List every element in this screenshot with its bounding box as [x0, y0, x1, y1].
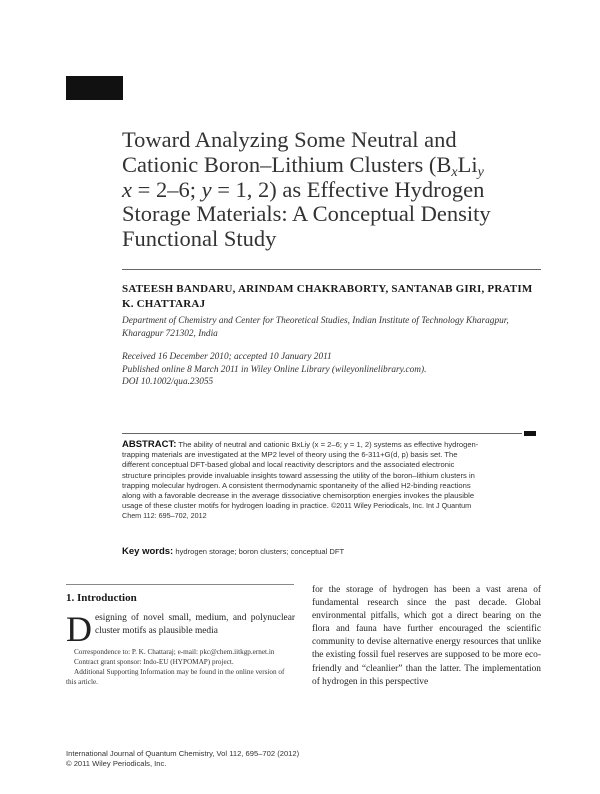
title-line-1: Toward Analyzing Some Neutral and [122, 127, 457, 152]
section-heading-introduction: 1. Introduction [66, 592, 137, 604]
section-tab-marker [66, 76, 123, 100]
grant-note: Contract grant sponsor: Indo-EU (HYPOMAP) project. [74, 658, 234, 666]
publication-dates [122, 351, 542, 389]
title-line-4: Storage Materials: A Conceptual Density [122, 201, 491, 227]
author-list: SATEESH BANDARU, ARINDAM CHAKRABORTY, SANTANAB GIRI, PRATIM K. CHATTARAJ [122, 283, 533, 310]
affiliation: Department of Chemistry and Center for Theoretical Studies, Indian Institute of Technology Kharagpur, Kharagpur 721302, India [122, 316, 509, 339]
abstract-divider [122, 433, 522, 434]
title-line-3a: = 2–6; [132, 176, 202, 202]
received-date: Received 16 December 2010; accepted 10 January 2011 [122, 352, 332, 362]
abstract-label: ABSTRACT: [122, 439, 177, 450]
article-title [122, 128, 542, 252]
keywords-label: Key words: [122, 546, 174, 557]
keywords-text: hydrogen storage; boron clusters; conceptual DFT [175, 547, 345, 556]
title-var-y: y [201, 176, 212, 202]
supporting-info-note: Additional Supporting Information may be found in the online version of this article. [66, 668, 285, 686]
title-line-2a: Cationic Boron–Lithium Clusters (B [122, 151, 452, 177]
page-footer [66, 749, 366, 769]
title-sub-y: y [477, 164, 484, 180]
abstract-copyright: ©2011 Wiley Periodicals, Inc. Int J Quantum Chem 112: 695–702, 2012 [122, 501, 472, 521]
title-line-5: Functional Study [122, 226, 277, 252]
intro-paragraph [66, 609, 295, 649]
abstract-divider-mark [524, 431, 536, 436]
abstract-text: The ability of neutral and cationic BxLiy (x = 2–6; y = 1, 2) systems as effective hydrogen-trapping materials are investigated at the MP2 level of theory using the 6-311+G(d, p) basis set. The different conceptual DFT-based global and local reactivity descriptors and the associated electronic structure principles provide invaluable insights toward assessing the utility of the boron–lithium clusters in trapping molecular hydrogen. A consistent thermodynamic spontaneity of the allied H2-binding reactions along with a favorable decrease in the average dissociative chemisorption energies invokes the plausible usage of these cluster motifs for hydrogen loading in practice. [122, 440, 479, 511]
title-line-2b: Li [457, 151, 478, 177]
footer-copyright: © 2011 Wiley Periodicals, Inc. [66, 759, 167, 768]
title-sub-x: x [451, 164, 458, 180]
footnotes [66, 647, 295, 687]
title-var-x: x [122, 176, 132, 202]
title-line-3b: = 1, 2) as Effective Hydrogen [211, 176, 485, 202]
published-online: Published online 8 March 2011 in Wiley Online Library (wileyonlinelibrary.com). [122, 364, 427, 375]
correspondence-note: Correspondence to: P. K. Chattaraj; e-mail: pkc@chem.iitkgp.ernet.in [74, 648, 275, 656]
journal-citation: International Journal of Quantum Chemistry, Vol 112, 695–702 (2012) [66, 749, 300, 758]
intro-divider [66, 584, 294, 585]
right-column-text: for the storage of hydrogen has been a vast arena of fundamental research since the past decade. Global environmental pitfalls, which got a direct bearing on the flora and fauna have further encouraged the scientific community to devise alternative energy resources that unlike the existing fossil fuel reserves are supposed to be more eco-friendly and “cleanlier” than the latter. The implementation of hydrogen in this perspective [312, 585, 541, 687]
intro-text: esigning of novel small, medium, and polynuclear cluster motifs as plausible media [95, 613, 295, 637]
keywords [122, 546, 542, 557]
doi: DOI 10.1002/qua.23055 [122, 377, 214, 387]
title-divider [122, 269, 541, 270]
abstract [122, 440, 486, 522]
drop-cap: D [66, 609, 92, 649]
